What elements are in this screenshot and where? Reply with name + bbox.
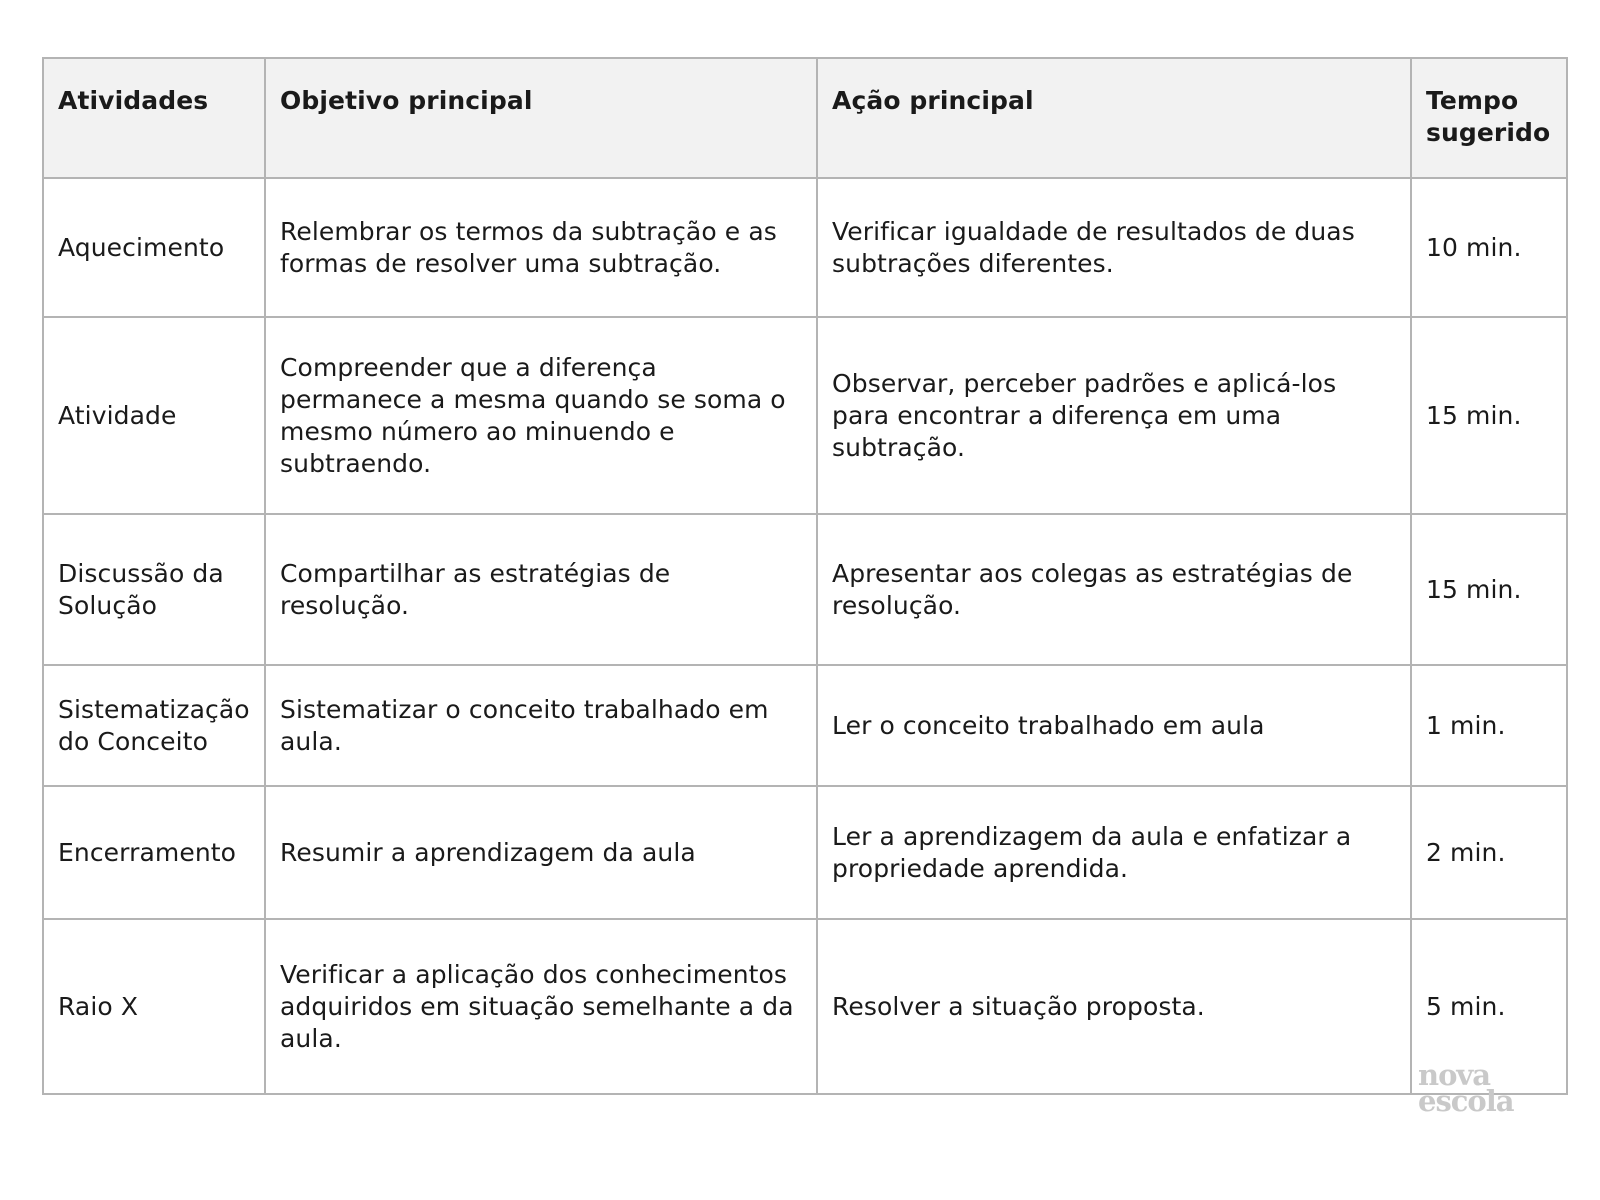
- header-objetivo-principal: Objetivo principal: [265, 58, 817, 178]
- table-header-row: [43, 58, 1567, 178]
- table-row: [43, 786, 1567, 919]
- cell-acao: Verificar igualdade de resultados de duas subtrações diferentes.: [817, 178, 1411, 317]
- cell-acao: Ler o conceito trabalhado em aula: [817, 665, 1411, 786]
- logo-line-nova: nova: [1418, 1058, 1491, 1092]
- cell-objetivo: Verificar a aplicação dos conhecimentos adquiridos em situação semelhante a da aula.: [265, 919, 817, 1094]
- cell-tempo: 10 min.: [1411, 178, 1567, 317]
- cell-acao: Apresentar aos colegas as estratégias de resolução.: [817, 514, 1411, 665]
- table-row: [43, 919, 1567, 1094]
- cell-tempo: 15 min.: [1411, 514, 1567, 665]
- cell-tempo: 1 min.: [1411, 665, 1567, 786]
- cell-acao: Resolver a situação proposta.: [817, 919, 1411, 1094]
- cell-tempo: 2 min.: [1411, 786, 1567, 919]
- cell-atividade: Raio X: [43, 919, 265, 1094]
- cell-objetivo: Relembrar os termos da subtração e as formas de resolver uma subtração.: [265, 178, 817, 317]
- logo-line-escola: escola: [1418, 1084, 1514, 1118]
- table-row: [43, 178, 1567, 317]
- header-tempo-sugerido: Tempo sugerido: [1411, 58, 1567, 178]
- cell-tempo: 15 min.: [1411, 317, 1567, 514]
- cell-objetivo: Compreender que a diferença permanece a mesma quando se soma o mesmo número ao minuendo e subtraendo.: [265, 317, 817, 514]
- cell-objetivo: Resumir a aprendizagem da aula: [265, 786, 817, 919]
- cell-acao: Ler a aprendizagem da aula e enfatizar a propriedade aprendida.: [817, 786, 1411, 919]
- cell-atividade: Discussão da Solução: [43, 514, 265, 665]
- header-atividades: Atividades: [43, 58, 265, 178]
- cell-atividade: Aquecimento: [43, 178, 265, 317]
- cell-objetivo: Sistematizar o conceito trabalhado em aula.: [265, 665, 817, 786]
- cell-tempo: 5 min.: [1411, 919, 1567, 1094]
- table-row: [43, 514, 1567, 665]
- header-acao-principal: Ação principal: [817, 58, 1411, 178]
- cell-acao: Observar, perceber padrões e aplicá-los para encontrar a diferença em uma subtração.: [817, 317, 1411, 514]
- lesson-plan-table: [42, 57, 1568, 1095]
- table-row: [43, 317, 1567, 514]
- cell-atividade: Sistematização do Conceito: [43, 665, 265, 786]
- cell-objetivo: Compartilhar as estratégias de resolução.: [265, 514, 817, 665]
- table-row: [43, 665, 1567, 786]
- nova-escola-logo: [1418, 1058, 1538, 1118]
- cell-atividade: Encerramento: [43, 786, 265, 919]
- cell-atividade: Atividade: [43, 317, 265, 514]
